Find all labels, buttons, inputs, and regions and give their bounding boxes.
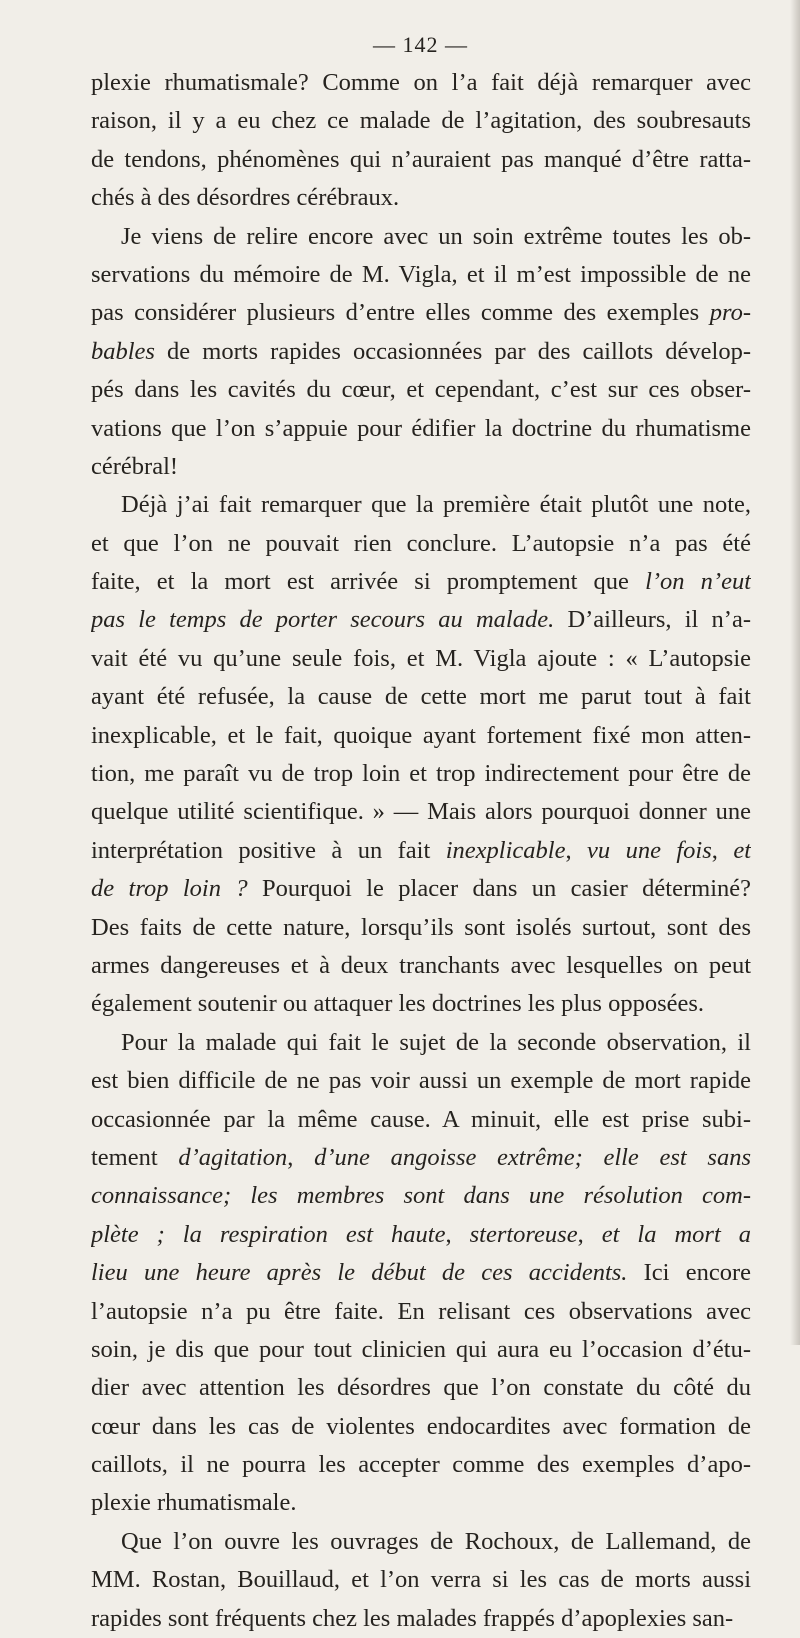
paragraph-p1	[91, 64, 751, 218]
text-line: faite, et la mort est arrivée si promptement que l’on n’eut	[91, 568, 751, 596]
text-line: Je viens de relire encore avec un soin extrême toutes les ob-	[121, 222, 751, 250]
text-line: Que l’on ouvre les ouvrages de Rochoux, de Lallemand, de	[121, 1527, 751, 1555]
text-line: plète ; la respiration est haute, stertoreuse, et la mort a	[91, 1220, 751, 1248]
text-line: plexie rhumatismale.	[91, 1489, 297, 1517]
text-line: vait été vu qu’une seule fois, et M. Vigla ajoute : « L’autopsie	[91, 644, 751, 672]
text-line: quelque utilité scientifique. » — Mais alors pourquoi donner une	[91, 798, 751, 826]
text-line: l’autopsie n’a pu être faite. En relisant ces observations avec	[91, 1297, 751, 1325]
text-line: de tendons, phénomènes qui n’auraient pas manqué d’être ratta-	[91, 145, 751, 173]
text-line: et que l’on ne pouvait rien conclure. L’autopsie n’a pas été	[91, 529, 751, 557]
text-line: soin, je dis que pour tout clinicien qui aura eu l’occasion d’étu-	[91, 1335, 751, 1363]
paragraph-p3	[91, 486, 751, 1023]
text-line: bables de morts rapides occasionnées par des caillots dévelop-	[91, 337, 751, 365]
text-line: vations que l’on s’appuie pour édifier la doctrine du rhumatisme	[91, 414, 751, 442]
text-line: occasionnée par la même cause. A minuit, elle est prise subi-	[91, 1105, 751, 1133]
text-line: cérébral!	[91, 452, 179, 480]
text-line: connaissance; les membres sont dans une résolution com-	[91, 1182, 751, 1210]
text-line: interprétation positive à un fait inexplicable, vu une fois, et	[91, 836, 751, 864]
text-line: tion, me paraît vu de trop loin et trop indirectement pour être de	[91, 760, 751, 788]
text-line: tement d’agitation, d’une angoisse extrême; elle est sans	[91, 1143, 751, 1171]
text-line: également soutenir ou attaquer les doctrines les plus opposées.	[91, 990, 705, 1018]
text-line: armes dangereuses et à deux tranchants avec lesquelles on peut	[91, 951, 751, 979]
text-line: inexplicable, et le fait, quoique ayant fortement fixé mon atten-	[91, 721, 751, 749]
text-line: Pour la malade qui fait le sujet de la seconde observation, il	[121, 1028, 751, 1056]
text-line: chés à des désordres cérébraux.	[91, 184, 400, 212]
text-line: caillots, il ne pourra les accepter comme des exemples d’apo-	[91, 1451, 751, 1479]
body-text	[91, 64, 751, 1638]
page-number: — 142 —	[373, 32, 468, 57]
text-line: Des faits de cette nature, lorsqu’ils sont isolés surtout, sont des	[91, 913, 751, 941]
text-line: Déjà j’ai fait remarquer que la première était plutôt une note,	[121, 491, 751, 519]
text-line: pas considérer plusieurs d’entre elles comme des exemples pro-	[91, 299, 751, 327]
paragraph-p4	[91, 1024, 751, 1523]
text-line: pas le temps de porter secours au malade. D’ailleurs, il n’a-	[91, 606, 751, 634]
paragraph-p2	[91, 218, 751, 487]
text-line: plexie rhumatismale? Comme on l’a fait déjà remarquer avec	[91, 69, 751, 96]
text-line: servations du mémoire de M. Vigla, et il m’est impossible de ne	[91, 260, 751, 288]
text-line: rapides sont fréquents chez les malades frappés d’apoplexies san-	[91, 1604, 734, 1632]
text-line: cœur dans les cas de violentes endocardites avec formation de	[91, 1412, 751, 1440]
text-line: MM. Rostan, Bouillaud, et l’on verra si les cas de morts aussi	[91, 1566, 751, 1594]
text-line: lieu une heure après le début de ces accidents. Ici encore	[91, 1259, 751, 1287]
text-line: pés dans les cavités du cœur, et cependant, c’est sur ces obser-	[91, 376, 751, 404]
text-line: est bien difficile de ne pas voir aussi un exemple de mort rapide	[91, 1067, 751, 1095]
text-line: ayant été refusée, la cause de cette mort me parut tout à fait	[91, 683, 751, 711]
paragraph-p5	[91, 1523, 751, 1638]
text-line: raison, il y a eu chez ce malade de l’agitation, des soubresauts	[91, 107, 751, 135]
text-line: de trop loin ? Pourquoi le placer dans un casier déterminé?	[91, 875, 751, 903]
text-line: dier avec attention les désordres que l’on constate du côté du	[91, 1374, 751, 1402]
